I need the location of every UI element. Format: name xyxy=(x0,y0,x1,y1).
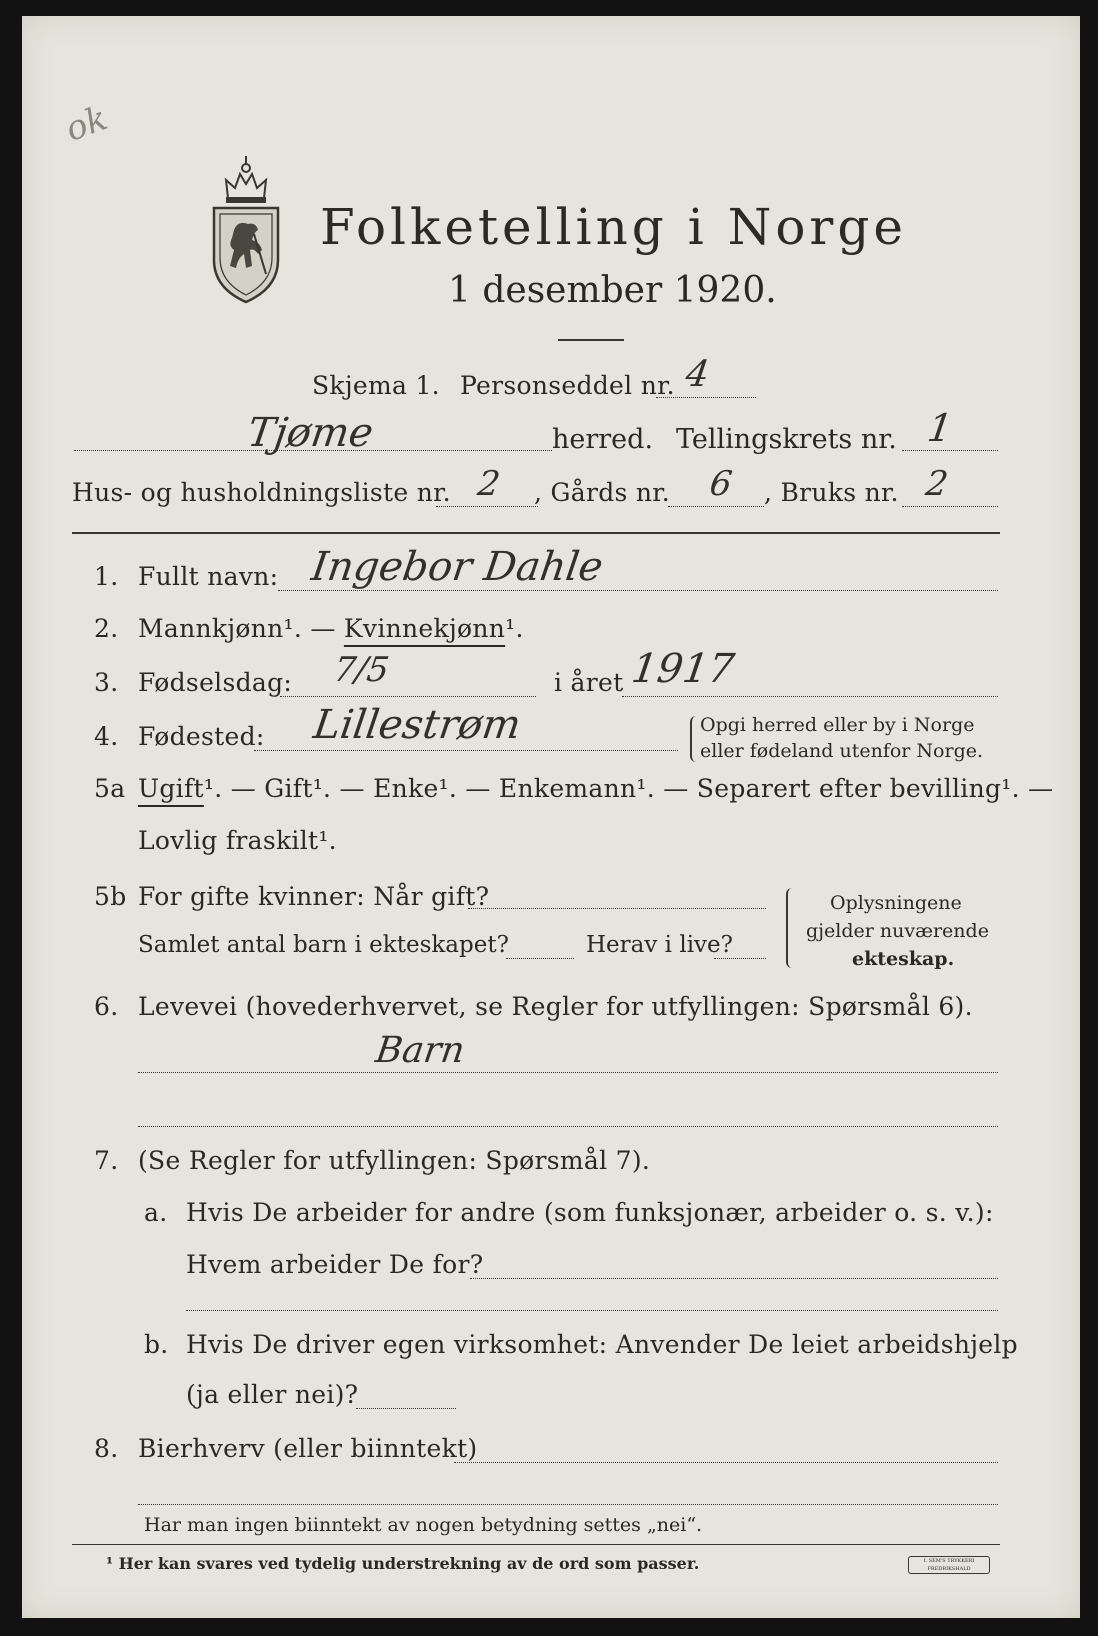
household-value: 2 xyxy=(475,464,503,504)
header-rule xyxy=(72,532,1000,534)
q5b-note-line1: Oplysningene xyxy=(830,892,962,914)
gards-value: 6 xyxy=(707,464,735,504)
q7b-question: (ja eller nei)? xyxy=(186,1380,359,1409)
q7a-letter: a. xyxy=(144,1198,168,1227)
q7-number: 7. xyxy=(94,1146,119,1175)
q6-occupation-value: Barn xyxy=(373,1030,468,1071)
q7b-letter: b. xyxy=(144,1330,169,1359)
schema-label: Skjema 1. xyxy=(312,371,440,400)
q5b-when-married-label: For gifte kvinner: Når gift? xyxy=(138,882,490,911)
q4-note-line1: Opgi herred eller by i Norge xyxy=(700,714,975,736)
personseddel-value: 4 xyxy=(683,354,712,395)
margin-note: ok xyxy=(60,98,113,150)
herred-value: Tjøme xyxy=(244,410,376,456)
census-form-page xyxy=(22,16,1080,1618)
q1-full-name-value: Ingebor Dahle xyxy=(308,544,606,590)
q1-label: Fullt navn: xyxy=(138,562,279,591)
q5a-ugift-underlined: Ugift xyxy=(138,774,204,803)
q1-number: 1. xyxy=(94,562,119,591)
q3-year-label: i året xyxy=(554,668,624,697)
q2-kvinnekjonn-underlined: Kvinnekjønn xyxy=(343,614,506,643)
q2-gender: Mannkjønn¹. — Kvinnekjønn¹. xyxy=(138,614,524,643)
q3-number: 3. xyxy=(94,668,119,697)
herred-label: herred. xyxy=(552,424,654,455)
q8-label: Bierhverv (eller biinntekt) xyxy=(138,1434,478,1463)
tellingskrets-label: Tellingskrets nr. xyxy=(676,424,897,455)
printer-stamp: I. SEM'S TRYKKERI FREDRIKSHALD xyxy=(908,1556,990,1574)
q5b-children-label: Samlet antal barn i ekteskapet? xyxy=(138,932,509,958)
q4-birthplace-value: Lillestrøm xyxy=(310,702,524,748)
q5a-number: 5a xyxy=(94,774,126,803)
bruks-value: 2 xyxy=(923,464,951,504)
q7b-text: Hvis De driver egen virksomhet: Anvender De leiet arbeidshjelp xyxy=(186,1330,1018,1359)
q5b-note-line2: gjelder nuværende xyxy=(806,920,989,942)
q5b-note-line3: ekteskap. xyxy=(852,948,955,970)
personseddel-label: Personseddel nr. xyxy=(460,371,675,400)
q3-label: Fødselsdag: xyxy=(138,668,293,697)
household-label: Hus- og husholdningsliste nr. xyxy=(72,478,451,507)
q6-number: 6. xyxy=(94,992,119,1021)
bruks-label: , Bruks nr. xyxy=(764,478,899,507)
q3-birthday-value: 7/5 xyxy=(331,650,392,690)
title-divider xyxy=(558,339,624,341)
q5b-alive-label: Herav i live? xyxy=(586,932,733,958)
q8-number: 8. xyxy=(94,1434,119,1463)
q7-label: (Se Regler for utfyllingen: Spørsmål 7). xyxy=(138,1146,651,1175)
biinntekt-note: Har man ingen biinntekt av nogen betydning settes „nei“. xyxy=(144,1514,703,1536)
census-date: 1 desember 1920. xyxy=(448,270,777,311)
tellingskrets-value: 1 xyxy=(924,406,956,450)
q4-label: Fødested: xyxy=(138,722,265,751)
gards-label: , Gårds nr. xyxy=(534,478,671,507)
q4-note-line2: eller fødeland utenfor Norge. xyxy=(700,740,984,762)
q5a-line2: Lovlig fraskilt¹. xyxy=(138,826,337,855)
q5a-civil-status: Ugift¹. — Gift¹. — Enke¹. — Enkemann¹. — Separert efter bevilling¹. — xyxy=(138,774,1054,803)
q6-label: Levevei (hovederhvervet, se Regler for utfyllingen: Spørsmål 6). xyxy=(138,992,973,1021)
q4-number: 4. xyxy=(94,722,119,751)
form-title: Folketelling i Norge xyxy=(320,198,907,256)
footnote-rule xyxy=(72,1544,1000,1545)
q5b-number: 5b xyxy=(94,882,127,911)
footnote: ¹ Her kan svares ved tydelig understrekning av de ord som passer. xyxy=(106,1554,700,1573)
q3-year-value: 1917 xyxy=(628,646,738,692)
q7a-question: Hvem arbeider De for? xyxy=(186,1250,484,1279)
q2-number: 2. xyxy=(94,614,119,643)
q7a-text: Hvis De arbeider for andre (som funksjonær, arbeider o. s. v.): xyxy=(186,1198,994,1227)
coat-of-arms-icon xyxy=(208,150,284,304)
